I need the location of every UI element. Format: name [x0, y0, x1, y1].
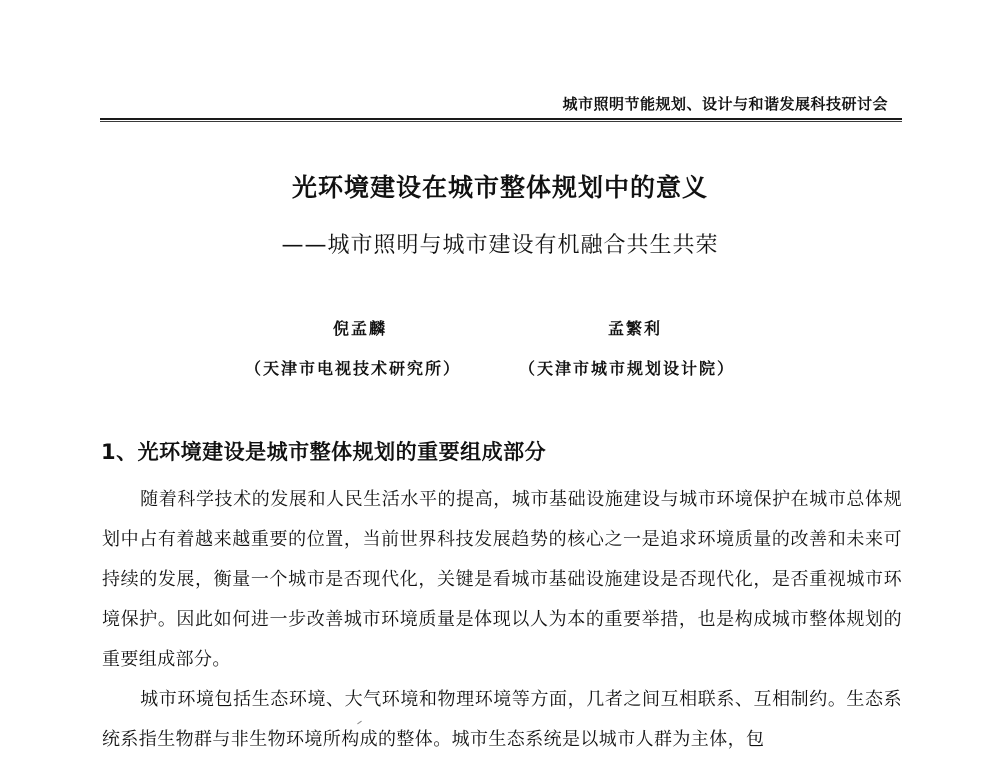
- header-divider: [100, 121, 902, 122]
- body-paragraph: [102, 480, 902, 680]
- running-header-title: 城市照明节能规划、设计与和谐发展科技研讨会: [562, 95, 888, 113]
- article-subtitle: ——城市照明与城市建设有机融合共生共荣: [281, 233, 719, 258]
- body-paragraph: [102, 680, 902, 760]
- author-affiliation: （天津市城市规划设计院）: [519, 359, 736, 378]
- article-title: 光环境建设在城市整体规划中的意义: [291, 173, 708, 202]
- author-affiliation: （天津市电视技术研究所）: [245, 359, 462, 378]
- paragraph-text: 城市环境包括生态环境、大气环境和物理环境等方面，几者之间互相联系、互相制约。生态系统系指生物群与非生物环境所构成的整体。城市生态系统是以城市人群为主体，包: [102, 689, 902, 750]
- section-heading: 1、光环境建设是城市整体规划的重要组成部分: [101, 440, 547, 464]
- author-name: 孟繁利: [608, 319, 663, 338]
- author-name: 倪孟麟: [333, 319, 388, 338]
- paragraph-text: 随着科学技术的发展和人民生活水平的提高，城市基础设施建设与城市环境保护在城市总体规划中占有着越来越重要的位置，当前世界科技发展趋势的核心之一是追求环境质量的改善和未来可持续的发展，衡量一个城市是否现代化，关键是看城市基础设施建设是否现代化，是否重视城市环境保护。因此如何进一步改善城市环境质量是体现以人为本的重要举措，也是构成城市整体规划的重要组成部分。: [102, 489, 902, 670]
- running-header: [100, 92, 902, 120]
